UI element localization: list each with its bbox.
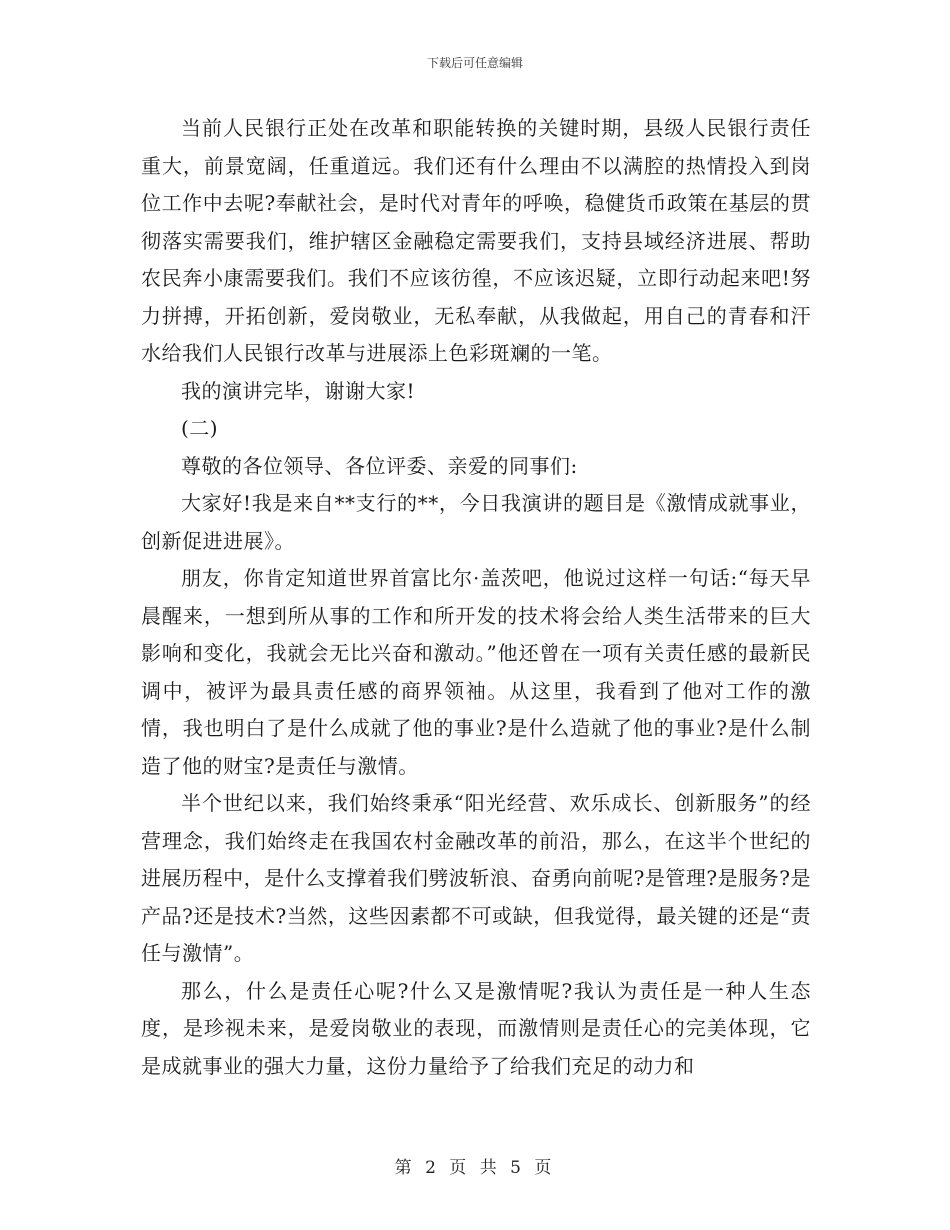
document-body bbox=[141, 110, 811, 1085]
paragraph-thanks: 我的演讲完毕，谢谢大家! bbox=[181, 378, 416, 403]
page-header: 下载后可任意编辑 bbox=[426, 56, 523, 70]
paragraph-half-century: 半个世纪以来，我们始终秉承“阳光经营、欢乐成长、创新服务”的经营理念，我们始终走在我国农村金融改革的前沿，那么，在这半个世纪的进展历程中，是什么支撑着我们劈波斩浪、奋勇向前呢?是管理?是服务?是产品?还是技术?当然，这些因素都不可或缺，但我觉得，最关键的还是“责任与激情”。 bbox=[141, 791, 811, 965]
page-number: 第 2 页 共 5 页 bbox=[394, 1158, 556, 1178]
paragraph-salutation: 尊敬的各位领导、各位评委、亲爱的同事们: bbox=[181, 453, 578, 478]
paragraph-bill-gates: 朋友，你肯定知道世界首富比尔·盖茨吧，他说过这样一句话:“每天早晨醒来，一想到所从事的工作和所开发的技术将会给人类生活带来的巨大影响和变化，我就会无比兴奋和激动。”他还曾在一项有关责任感的最新民调中，被评为最具责任感的商界领袖。从这里，我看到了他对工作的激情，我也明白了是什么成就了他的事业?是什么造就了他的事业?是什么制造了他的财宝?是责任与激情。 bbox=[141, 566, 811, 778]
section-marker: (二) bbox=[181, 416, 219, 440]
paragraph-responsibility: 那么，什么是责任心呢?什么又是激情呢?我认为责任是一种人生态度，是珍视未来，是爱岗敬业的表现，而激情则是责任心的完美体现，它是成就事业的强大力量，这份力量给予了给我们充足的动力和 bbox=[141, 978, 811, 1078]
paragraph-introduction: 大家好!我是来自**支行的**，今日我演讲的题目是《激情成就事业，创新促进进展》。 bbox=[141, 491, 811, 553]
paragraph-closing-appeal: 当前人民银行正处在改革和职能转换的关键时期，县级人民银行责任重大，前景宽阔，任重道远。我们还有什么理由不以满腔的热情投入到岗位工作中去呢?奉献社会，是时代对青年的呼唤，稳健货币政策在基层的贯彻落实需要我们，维护辖区金融稳定需要我们，支持县域经济进展、帮助农民奔小康需要我们。我们不应该彷徨，不应该迟疑，立即行动起来吧!努力拼搏，开拓创新，爱岗敬业，无私奉献，从我做起，用自己的青春和汗水给我们人民银行改革与进展添上色彩斑斓的一笔。 bbox=[141, 116, 811, 365]
